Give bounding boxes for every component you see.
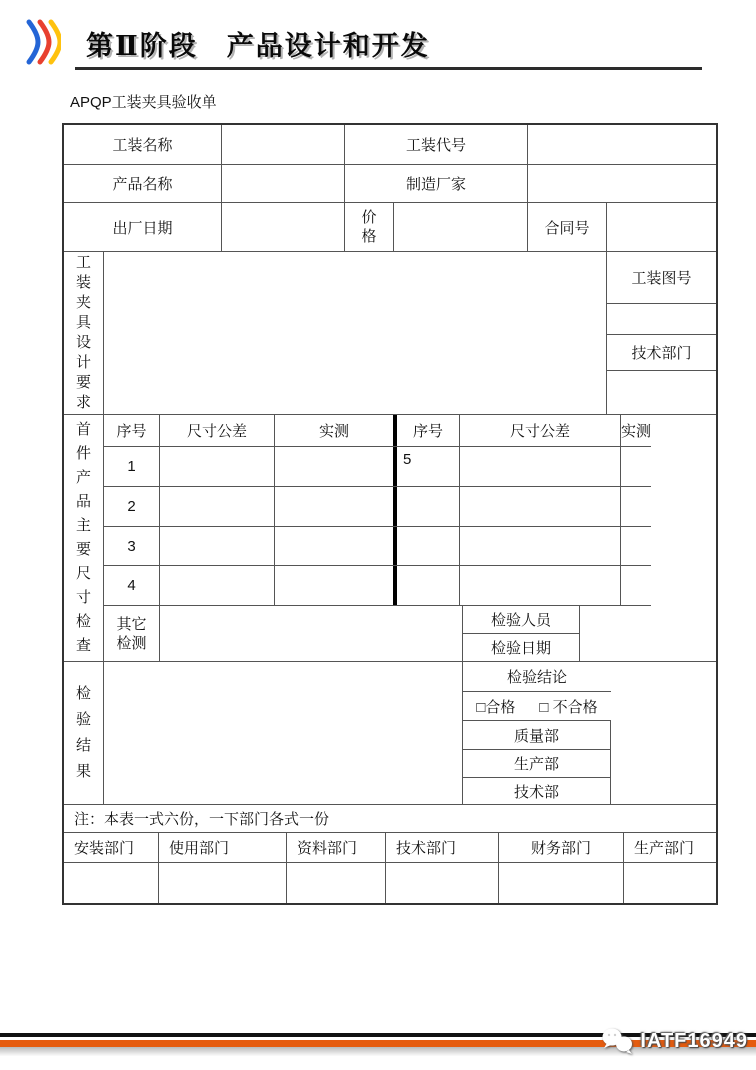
dept-sign-cell bbox=[64, 863, 159, 903]
dimension-header-row bbox=[104, 415, 651, 447]
conclusion-options-row bbox=[463, 692, 611, 721]
inspector-label: 检验人员 bbox=[463, 606, 580, 634]
price-value-cell bbox=[394, 203, 528, 251]
tech-dept-row bbox=[463, 778, 611, 804]
first-article-section bbox=[64, 415, 716, 662]
tool-code-label: 工装代号 bbox=[345, 125, 528, 164]
dept-records-label: 资料部门 bbox=[287, 833, 386, 862]
dept-sign-cell bbox=[287, 863, 386, 903]
seq-cell-right bbox=[397, 566, 460, 605]
dept-production-label: 生产部门 bbox=[634, 840, 695, 857]
dept-install-label: 安装部门 bbox=[64, 833, 159, 862]
result-right-column bbox=[463, 662, 611, 804]
tolerance-cell bbox=[160, 447, 275, 486]
drawing-no-label: 工装图号 bbox=[607, 252, 716, 304]
price-label-text: 价格 bbox=[361, 209, 377, 245]
tolerance-cell bbox=[460, 447, 621, 486]
measured-header: 实测 bbox=[275, 415, 397, 446]
seq-number: 1 bbox=[104, 447, 160, 486]
inspection-date-label: 检验日期 bbox=[463, 634, 580, 661]
manufacturer-value-cell bbox=[528, 165, 716, 202]
watermark-text: IATF16949 bbox=[640, 1029, 748, 1052]
contract-no-value-cell bbox=[607, 203, 716, 251]
tool-name-value-cell bbox=[222, 125, 345, 164]
dept-sign-cell bbox=[499, 863, 624, 903]
tolerance-header-2: 尺寸公差 bbox=[460, 415, 621, 446]
table-row bbox=[64, 125, 716, 165]
dimension-row-4 bbox=[104, 566, 651, 606]
inspection-result-section bbox=[64, 662, 716, 805]
table-row bbox=[64, 165, 716, 203]
watermark bbox=[601, 1027, 748, 1055]
dept-finance-label: 财务部门 bbox=[499, 833, 624, 862]
drawing-no-value-cell bbox=[607, 304, 716, 335]
result-section-label: 检验结果 bbox=[64, 662, 104, 804]
inspector-label-column bbox=[463, 606, 580, 661]
seq-header: 序号 bbox=[104, 415, 160, 446]
measured-cell bbox=[621, 527, 651, 565]
fail-checkbox-option: □ 不合格 bbox=[539, 698, 598, 716]
conclusion-header: 检验结论 bbox=[463, 662, 611, 692]
seq-number-right: 5 bbox=[397, 447, 460, 486]
dept-sign-cell bbox=[386, 863, 499, 903]
production-dept-row bbox=[463, 750, 611, 778]
product-name-label: 产品名称 bbox=[64, 165, 222, 202]
measured-cell bbox=[621, 566, 651, 605]
measured-header-2: 实测 bbox=[621, 423, 652, 440]
design-requirements-section bbox=[64, 252, 716, 415]
contract-no-label: 合同号 bbox=[528, 203, 607, 251]
dept-use-label: 使用部门 bbox=[159, 833, 287, 862]
other-inspection-label: 其它检测 bbox=[104, 606, 160, 661]
result-notes-area bbox=[104, 662, 463, 804]
tech-dept-sign-label: 技术部 bbox=[463, 778, 611, 804]
tolerance-cell bbox=[160, 487, 275, 526]
quality-dept-row bbox=[463, 721, 611, 750]
first-article-section-label: 首件产品主要尺寸检查 bbox=[64, 415, 104, 661]
product-name-value-cell bbox=[222, 165, 345, 202]
dimension-row-3 bbox=[104, 527, 651, 566]
tolerance-cell bbox=[160, 527, 275, 565]
dept-sign-cell bbox=[624, 863, 716, 903]
dept-sign-cell bbox=[159, 863, 287, 903]
dimension-row-1 bbox=[104, 447, 651, 487]
seq-number: 2 bbox=[104, 487, 160, 526]
seq-cell-right bbox=[397, 487, 460, 526]
tolerance-cell bbox=[460, 487, 621, 526]
table-row bbox=[64, 203, 716, 252]
measured-cell bbox=[275, 487, 397, 526]
form-title: APQP工装夹具验收单 bbox=[70, 94, 217, 111]
tool-code-value-cell bbox=[528, 125, 716, 164]
title-underline bbox=[75, 67, 702, 70]
note-row bbox=[64, 805, 716, 833]
pass-checkbox-option: □合格 bbox=[476, 698, 516, 716]
department-header-row bbox=[64, 833, 716, 863]
seq-cell-right bbox=[397, 527, 460, 565]
production-dept-label: 生产部 bbox=[463, 750, 611, 777]
measured-cell bbox=[275, 447, 397, 486]
other-inspection-row bbox=[104, 606, 651, 661]
measured-cell bbox=[621, 487, 651, 526]
tolerance-cell bbox=[460, 527, 621, 565]
tolerance-header: 尺寸公差 bbox=[160, 415, 275, 446]
tech-dept-value-cell bbox=[607, 371, 716, 414]
manufacturer-label: 制造厂家 bbox=[345, 165, 528, 202]
other-inspection-area bbox=[160, 606, 463, 661]
design-right-column bbox=[607, 252, 716, 414]
seq-number: 3 bbox=[104, 527, 160, 565]
measured-cell bbox=[275, 527, 397, 565]
seq-header-2: 序号 bbox=[397, 415, 460, 446]
design-requirements-area bbox=[104, 252, 607, 414]
design-section-label: 工装夹具设计要求 bbox=[64, 252, 104, 414]
quality-dept-label: 质量部 bbox=[463, 721, 611, 749]
apqp-form-table bbox=[62, 123, 718, 905]
dept-tech-label: 技术部门 bbox=[386, 833, 499, 862]
tool-name-label: 工装名称 bbox=[64, 125, 222, 164]
ship-date-label: 出厂日期 bbox=[64, 203, 222, 251]
tech-dept-label: 技术部门 bbox=[607, 335, 716, 371]
tolerance-cell bbox=[460, 566, 621, 605]
ship-date-value-cell bbox=[222, 203, 345, 251]
chat-bubble-bird-icon bbox=[601, 1027, 635, 1055]
note-text: 注：本表一式六份，一下部门各式一份 bbox=[74, 811, 330, 828]
measured-cell bbox=[275, 566, 397, 605]
measured-cell bbox=[621, 447, 651, 486]
dimension-row-2 bbox=[104, 487, 651, 527]
brand-logo-triple-chevron-icon bbox=[25, 18, 61, 66]
price-label bbox=[345, 203, 394, 251]
department-sign-row bbox=[64, 863, 716, 903]
seq-number: 4 bbox=[104, 566, 160, 605]
page-title: 第Ⅱ阶段 产品设计和开发 bbox=[86, 31, 430, 61]
first-article-grid bbox=[104, 415, 651, 661]
tolerance-cell bbox=[160, 566, 275, 605]
